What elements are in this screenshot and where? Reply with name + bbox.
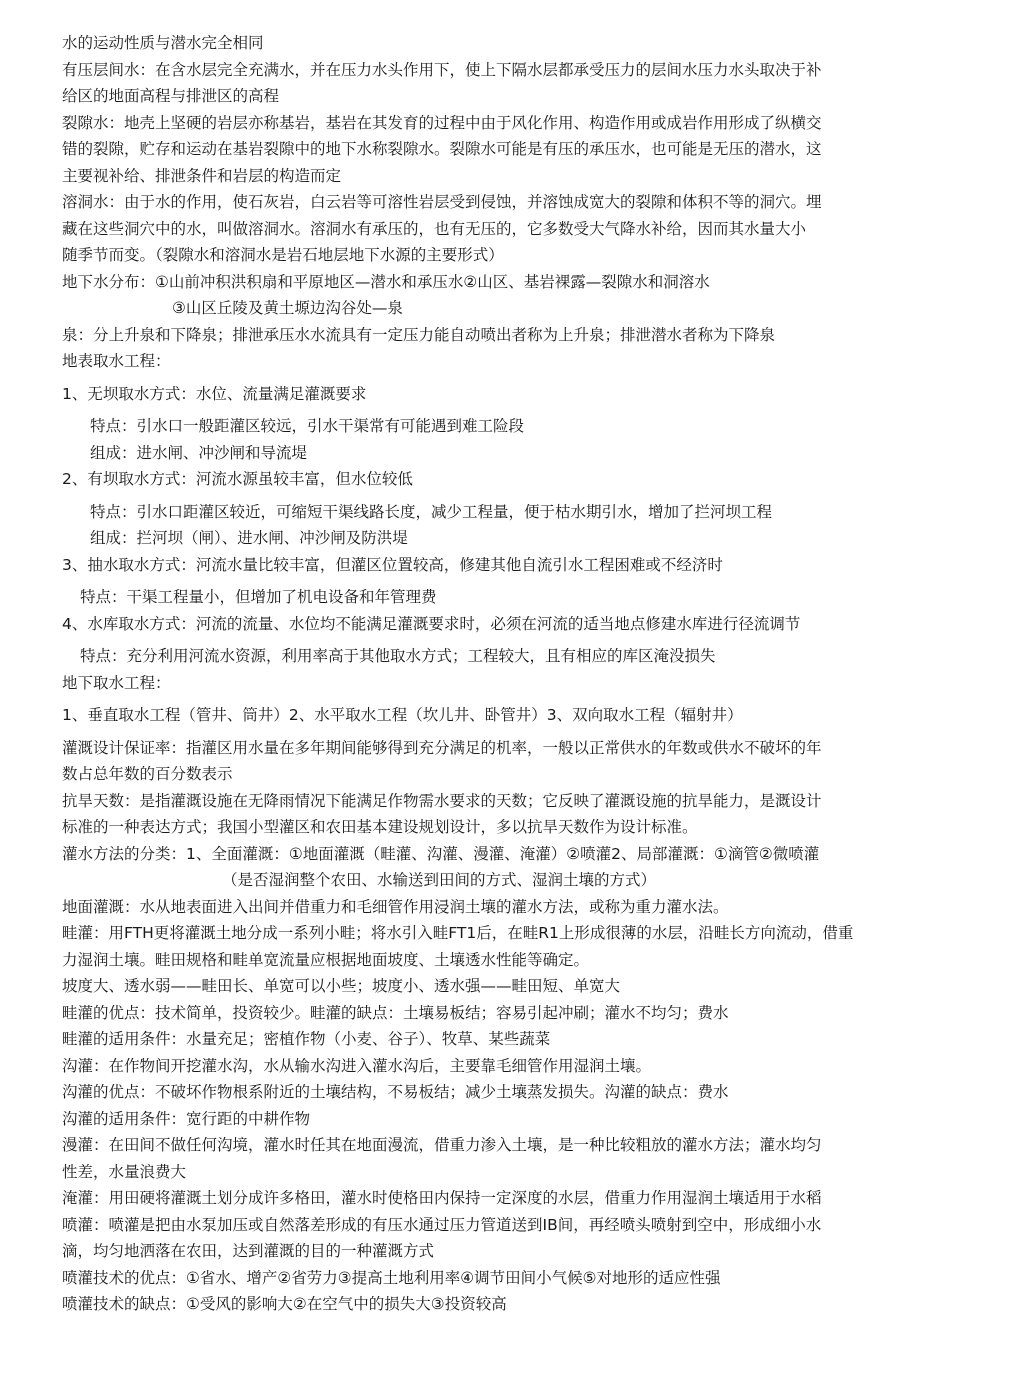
text-line: 淹灌：用田硬将灌溉土划分成许多格田，灌水时使格田内保持一定深度的水层，借重力作用湿润土壤适用于水稻	[62, 1189, 822, 1207]
text-line: 力湿润土壤。畦田规格和畦单宽流量应根据地面坡度、土壤透水性能等确定。	[62, 950, 590, 969]
text-line: （是否湿润整个农田、水输送到田间的方式、湿润土壤的方式）	[222, 871, 657, 889]
text-line: 沟灌的适用条件：宽行距的中耕作物	[62, 1109, 311, 1128]
text-line: 藏在这些洞穴中的水，叫做溶洞水。溶洞水有承压的，也有无压的，它多数受大气降水补给，因而其水量大小	[62, 219, 807, 238]
text-line: 特点：充分利用河流水资源，利用率高于其他取水方式；工程较大，且有相应的库区淹没损失	[80, 647, 716, 665]
text-line: 灌溉设计保证率：指灌区用水量在多年期间能够得到充分满足的机率，一般以正常供水的年数或供水不破坏的年	[62, 738, 822, 757]
list-item: 3、抽水取水方式：河流水量比较丰富，但灌区位置较高，修建其他自流引水工程困难或不经济时	[62, 555, 723, 574]
text-line: 主要视补给、排泄条件和岩层的构造而定	[62, 166, 342, 185]
section-heading: 地下取水工程：	[62, 673, 171, 692]
text-line: 沟灌：在作物间开挖灌水沟，水从输水沟进入灌水沟后，主要靠毛细管作用湿润土壤。	[62, 1056, 652, 1075]
text-line: ③山区丘陵及黄土塬边沟谷处—泉	[172, 299, 403, 317]
text-line: 特点：引水口一般距灌区较远，引水干渠常有可能遇到难工险段	[90, 417, 525, 435]
text-line: 灌水方法的分类：1、全面灌溉：①地面灌溉（畦灌、沟灌、漫灌、淹灌）②喷灌2、局部灌溉：①滴管②微喷灌	[62, 844, 820, 863]
text-line: 特点：干渠工程量小，但增加了机电设备和年管理费	[80, 588, 437, 606]
text-line: 泉：分上升泉和下降泉；排泄承压水水流具有一定压力能自动喷出者称为上升泉；排泄潜水者称为下降泉	[62, 325, 776, 344]
text-line: 溶洞水：由于水的作用，使石灰岩，白云岩等可溶性岩层受到侵蚀，并溶蚀成宽大的裂隙和体积不等的洞穴。埋	[62, 193, 822, 211]
text-line: 畦灌的优点：技术简单，投资较少。畦灌的缺点：土壤易板结；容易引起冲刷；灌水不均匀；费水	[62, 1003, 729, 1022]
text-line: 坡度大、透水弱——畦田长、单宽可以小些；坡度小、透水强——畦田短、单宽大	[62, 977, 621, 995]
list-item: 4、水库取水方式：河流的流量、水位均不能满足灌溉要求时，必须在河流的适当地点修建水库进行径流调节	[62, 614, 801, 633]
text-line: 裂隙水：地壳上坚硬的岩层亦称基岩，基岩在其发育的过程中由于风化作用、构造作用或成岩作用形成了纵横交	[62, 113, 822, 132]
text-line: 数占总年数的百分数表示	[62, 765, 233, 783]
text-line: 随季节而变。（裂隙水和溶洞水是岩石地层地下水源的主要形式）	[62, 246, 504, 264]
text-line: 抗旱天数：是指灌溉设施在无降雨情况下能满足作物需水要求的天数；它反映了灌溉设施的抗旱能力，是溉设计	[62, 791, 822, 810]
text-line: 错的裂隙，贮存和运动在基岩裂隙中的地下水称裂隙水。裂隙水可能是有压的承压水，也可能是无压的潜水，这	[62, 140, 822, 158]
list-item: 2、有坝取水方式：河流水源虽较丰富，但水位较低	[62, 470, 413, 488]
text-line: 性差，水量浪费大	[62, 1162, 187, 1181]
text-line: 水的运动性质与潜水完全相同	[62, 34, 264, 52]
text-line: 组成：进水闸、冲沙闸和导流堤	[90, 443, 308, 462]
text-line: 滴，均匀地洒落在农田，达到灌溉的目的一种灌溉方式	[62, 1242, 435, 1260]
text-line: 给区的地面高程与排泄区的高程	[62, 87, 280, 105]
text-line: 1、垂直取水工程（管井、筒井）2、水平取水工程（坎儿井、卧管井）3、双向取水工程（辐射井）	[62, 706, 743, 724]
text-line: 喷灌技术的优点：①省水、增产②省劳力③提高土地利用率④调节田间小气候⑤对地形的适应性强	[62, 1268, 721, 1287]
text-line: 地下水分布：①山前冲积洪积扇和平原地区—潜水和承压水②山区、基岩裸露—裂隙水和洞溶水	[62, 272, 710, 291]
document-page	[62, 30, 942, 1318]
text-line: 畦灌的适用条件：水量充足；密植作物（小麦、谷子）、牧草、某些蔬菜	[62, 1030, 551, 1048]
text-line: 有压层间水：在含水层完全充满水，并在压力水头作用下，使上下隔水层都承受压力的层间水压力水头取决于补	[62, 60, 822, 79]
text-line: 漫灌：在田间不做任何沟境，灌水时任其在地面漫流，借重力渗入土壤，是一种比较粗放的灌水方法；灌水均匀	[62, 1136, 822, 1154]
text-line: 沟灌的优点：不破坏作物根系附近的土壤结构，不易板结；减少土壤蒸发损失。沟灌的缺点：费水	[62, 1083, 729, 1101]
text-line: 特点：引水口距灌区较近，可缩短干渠线路长度，减少工程量，便于枯水期引水，增加了拦河坝工程	[90, 502, 773, 521]
section-heading: 地表取水工程：	[62, 352, 171, 370]
text-line: 标准的一种表达方式；我国小型灌区和农田基本建设规划设计，多以抗旱天数作为设计标准。	[62, 818, 698, 836]
text-line: 畦灌：用FTH更将灌溉土地分成一系列小畦；将水引入畦FT1后，在畦R1上形成很薄的水层，沿畦长方向流动，借重	[62, 924, 854, 942]
text-line: 喷灌技术的缺点：①受风的影响大②在空气中的损失大③投资较高	[62, 1295, 507, 1313]
text-line: 地面灌溉：水从地表面进入出间并借重力和毛细管作用浸润土壤的灌水方法，或称为重力灌水法。	[62, 897, 729, 916]
text-line: 喷灌：喷灌是把由水泵加压或自然落差形成的有压水通过压力管道送到IB间，再经喷头喷射到空中，形成细小水	[62, 1215, 822, 1234]
text-line: 组成：拦河坝（闸）、进水闸、冲沙闸及防洪堤	[90, 529, 408, 547]
list-item: 1、无坝取水方式：水位、流量满足灌溉要求	[62, 384, 367, 403]
